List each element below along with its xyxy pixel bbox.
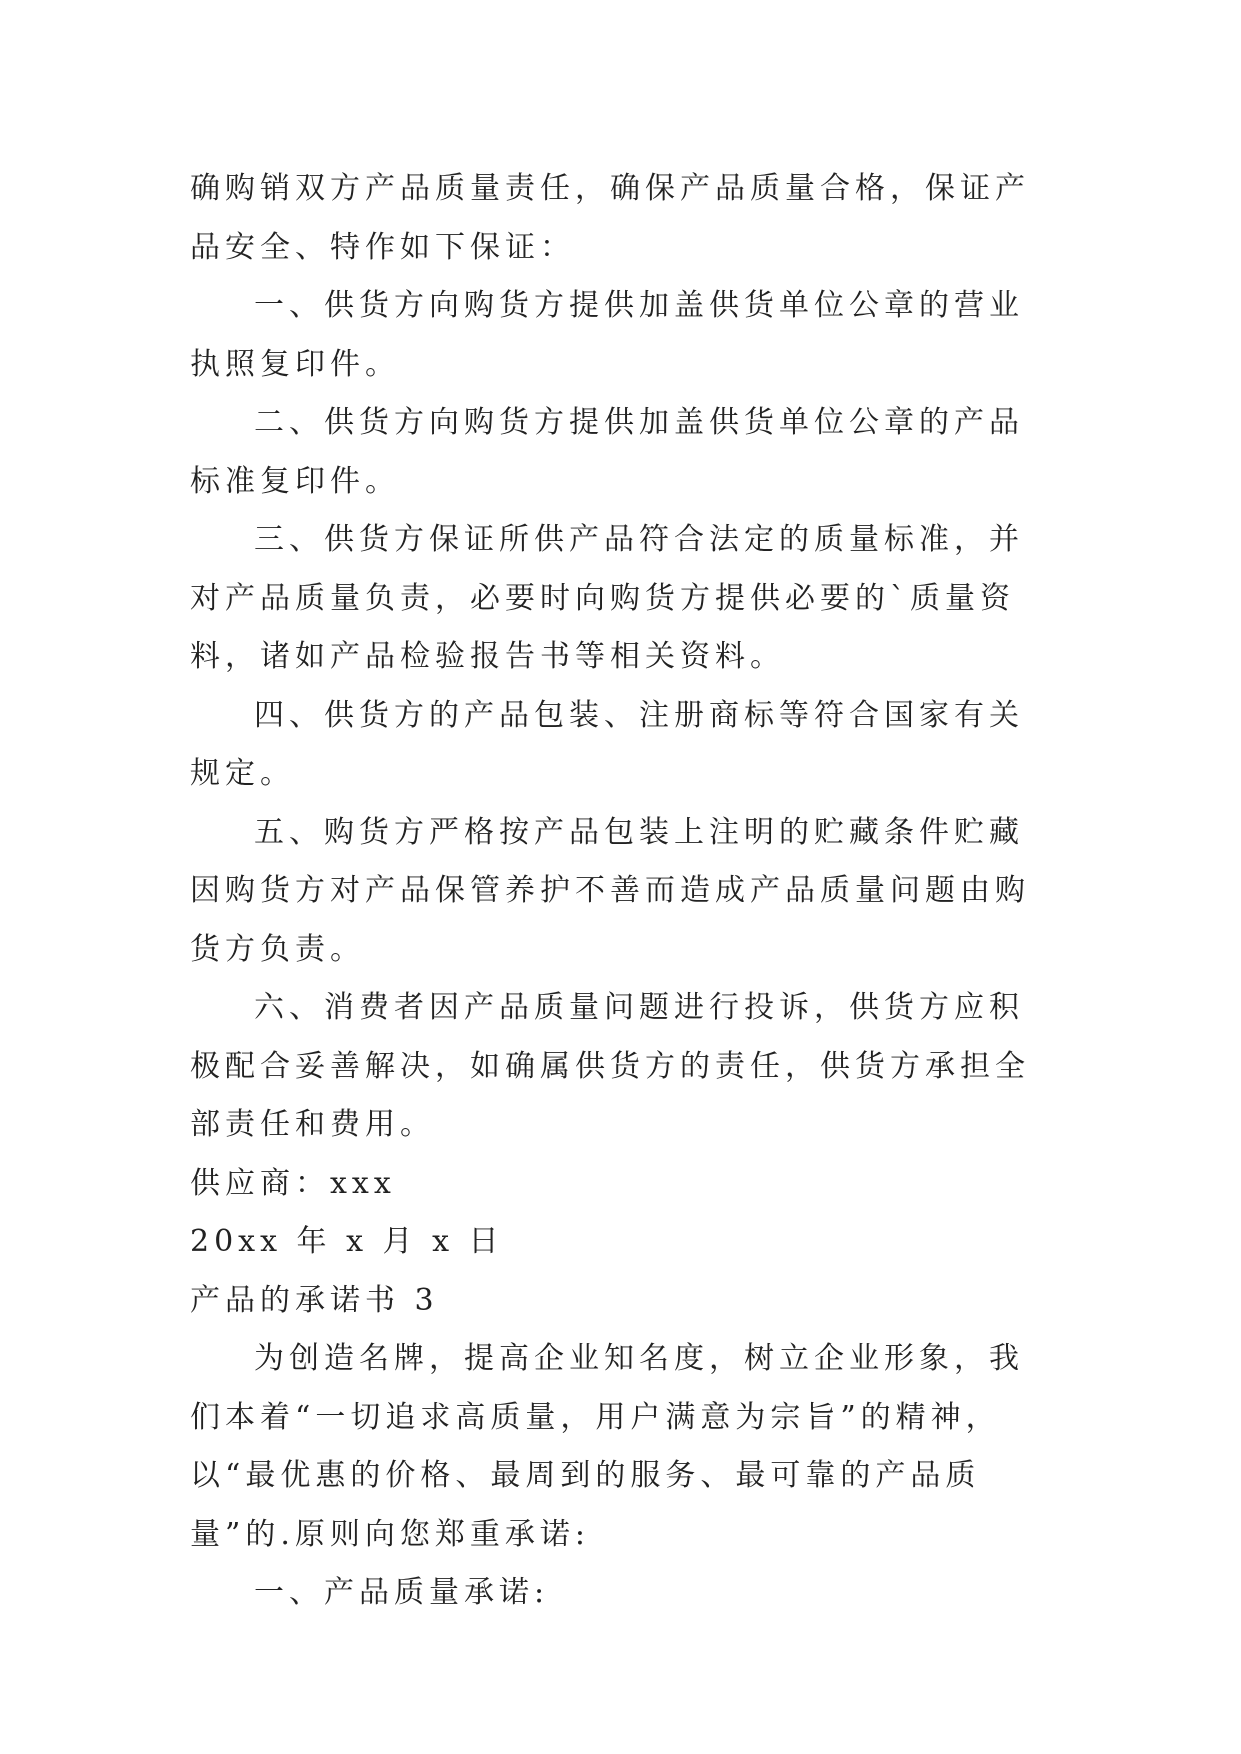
section-title: 产品的承诺书 3 [190, 1282, 439, 1318]
paragraph-item-2: 二、供货方向购货方提供加盖供货单位公章的产品标准复印件。 [190, 405, 1024, 499]
paragraph-item-1: 一、供货方向购货方提供加盖供货单位公章的营业执照复印件。 [190, 288, 1024, 382]
paragraph-quality-heading: 一、产品质量承诺: [254, 1575, 550, 1610]
paragraph-item-3: 三、供货方保证所供产品符合法定的质量标准，并对产品质量负责，必要时向购货方提供必要的`质量资料，诸如产品检验报告书等相关资料。 [190, 522, 1024, 674]
document-body [190, 160, 1054, 1623]
date-line: 20xx 年 x 月 x 日 [190, 1224, 504, 1259]
paragraph-commitment: 为创造名牌，提高企业知名度，树立企业形象，我们本着“一切追求高质量，用户满意为宗旨”的精神，以“最优惠的价格、最周到的服务、最可靠的产品质量”的.原则向您郑重承诺: [190, 1341, 1024, 1552]
paragraph-item-4: 四、供货方的产品包装、注册商标等符合国家有关规定。 [190, 697, 1024, 791]
paragraph-item-5: 五、购货方严格按产品包装上注明的贮藏条件贮藏因购货方对产品保管养护不善而造成产品质量问题由购货方负责。 [190, 814, 1030, 967]
supplier-line: 供应商：xxx [190, 1165, 396, 1201]
paragraph-item-6: 六、消费者因产品质量问题进行投诉，供货方应积极配合妥善解决，如确属供货方的责任，供货方承担全部责任和费用。 [190, 990, 1030, 1142]
paragraph-intro: 确购销双方产品质量责任，确保产品质量合格，保证产品安全、特作如下保证： [190, 171, 1030, 265]
